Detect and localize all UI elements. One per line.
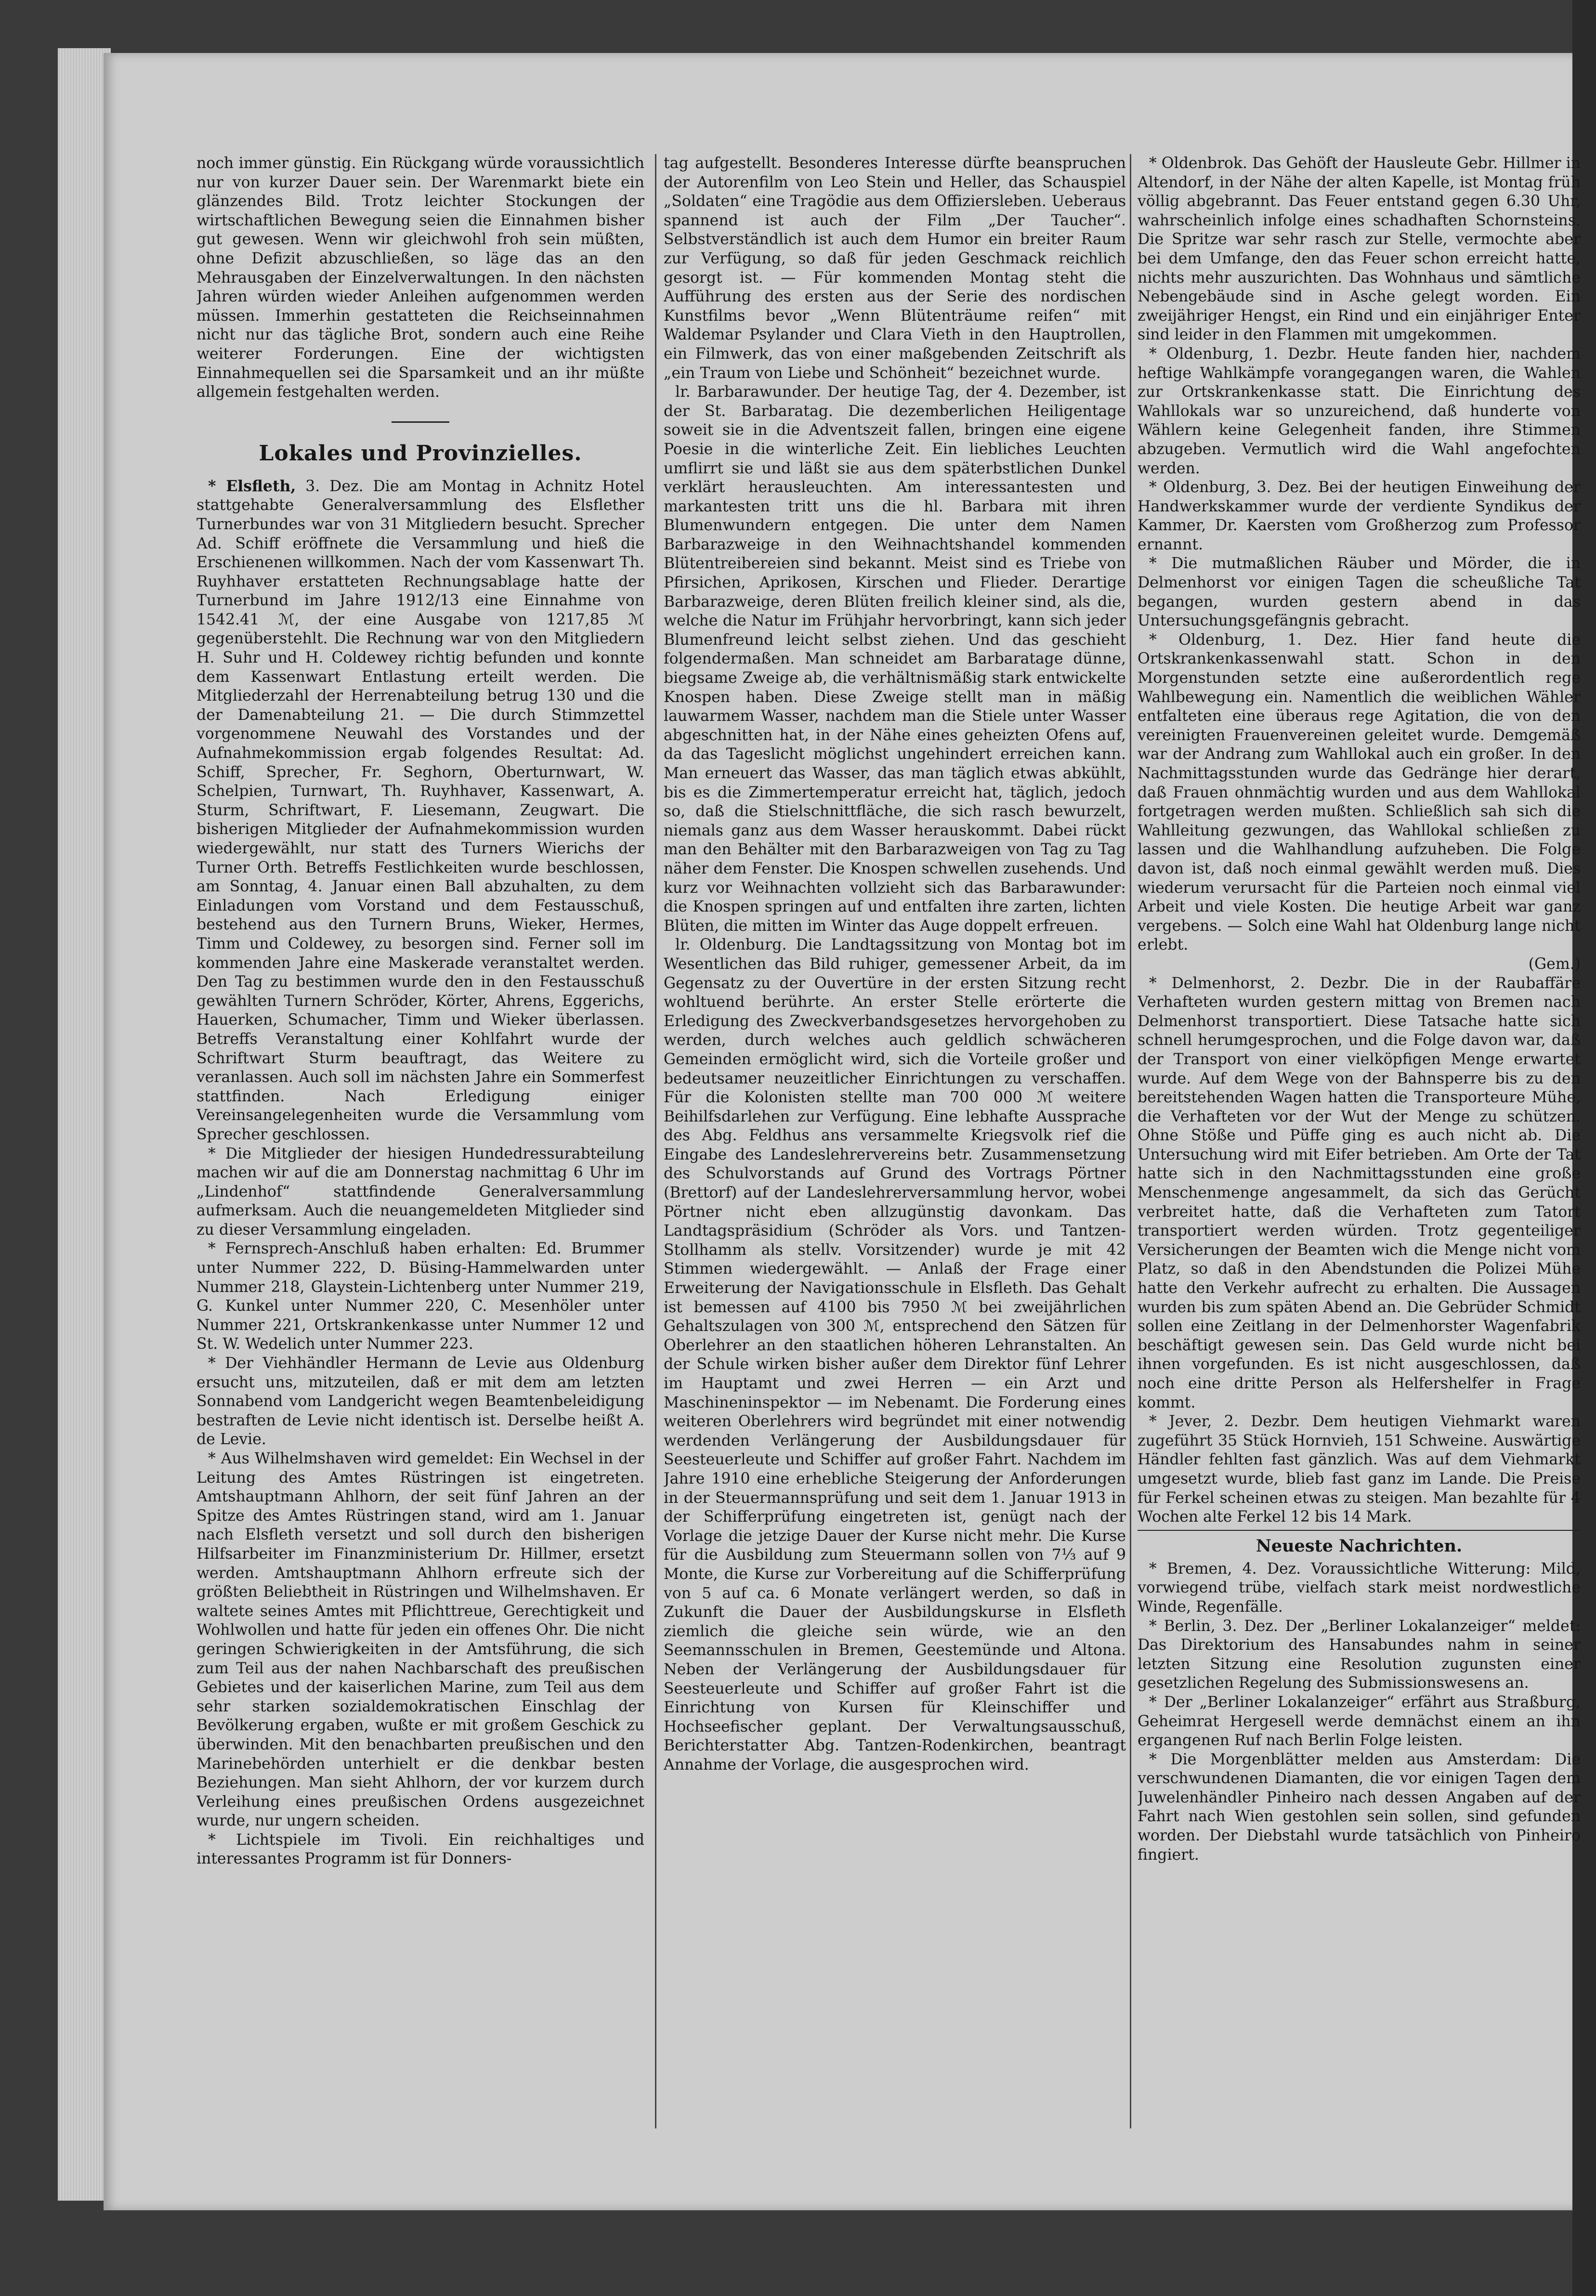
- article-oldenburg-wahl: * Oldenburg, 1. Dezbr. Heute fanden hier, nachdem heftige Wahlkämpfe vorangegangen waren, die Wahlen zur Ortskrankenkasse statt. Die Einrichtung des Wahllokals war so unzureichend, daß hunderte von Wählern keine Gelegenheit fanden, ihre Stimmen abzugeben. Vermutlich wird die Wahl angefochten werden.: [1138, 345, 1581, 477]
- article-lokalanzeiger: * Der „Berliner Lokalanzeiger“ erfährt aus Straßburg, Geheimrat Hergesell werde demnächst einem an ihn ergangenen Ruf nach Berlin Folge leisten.: [1138, 1693, 1581, 1749]
- divider: [392, 421, 449, 423]
- article-oldenburg-krankenkasse: * Oldenburg, 1. Dez. Hier fand heute die Ortskrankenkassenwahl statt. Schon in den Morgenstunden setzte eine außerordentlich rege Wahlbewegung ein. Namentlich die weiblichen Wähler entfalteten eine überaus rege Agitation, die von den vereinigten Frauenvereinen geleitet wurde. Demgemäß war der Andrang zum Wahllokal auch ein großer. In den Nachmittagsstunden wurde das Gedränge hier derart, daß Frauen ohnmächtig wurden und aus dem Wahllokal fortgetragen werden mußten. Schließlich sah sich die Wahlleitung gezwungen, das Wahllokal schließen zu lassen und die Wahlhandlung aufzuheben. Die Folge davon ist, daß noch einmal gewählt werden muß. Dies wiederum verursacht für die Parteien noch einmal viel Arbeit und viele Kosten. Die heutige Arbeit war ganz vergebens. — Solch eine Wahl hat Oldenburg lange nicht erlebt.: [1138, 631, 1581, 954]
- article-lichtspiele: * Lichtspiele im Tivoli. Ein reichhaltiges und interessantes Programm ist für Donners-: [196, 1831, 644, 1868]
- article-raeuber: * Die mutmaßlichen Räuber und Mörder, die in Delmenhorst vor einigen Tagen die scheußliche Tat begangen, wurden gestern abend in das Untersuchungsgefängnis gebracht.: [1138, 555, 1581, 630]
- section-title: Lokales und Provinzielles.: [259, 441, 582, 466]
- dateline-place: * Elsfleth,: [208, 477, 296, 495]
- column-rule: [1130, 154, 1131, 2128]
- article-morgenblaetter: * Die Morgenblätter melden aus Amsterdam: Die verschwundenen Diamanten, die vor einigen Tagen dem Juwelenhändler Pinheiro nach dessen Angaben auf der Fahrt nach Wien gestohlen sein sollen, sind gefunden worden. Der Diebstahl wurde tatsächlich von Pinheiro fingiert.: [1138, 1750, 1581, 1864]
- article-continuation: tag aufgestellt. Besonderes Interesse dürfte beanspruchen der Autorenfilm von Leo Stein und Heller, das Schauspiel „Soldaten“ eine Tragödie aus dem Offiziersleben. Ueberaus spannend ist auch der Film „Der Taucher“. Selbstverständlich ist auch dem Humor ein breiter Raum zur Verfügung, so daß für jeden Geschmack reichlich gesorgt ist. — Für kommenden Montag steht die Aufführung des ersten aus der Serie des nordischen Kunstfilms bevor „Wenn Blütenträume reifen“ mit Waldemar Psylander und Clara Vieth in den Hauptrollen, ein Filmwerk, das von einer maßgebenden Zeitschrift als „ein Traum von Liebe und Schönheit“ bezeichnet wurde.: [664, 155, 1126, 382]
- article-elsfleth: [196, 477, 644, 1145]
- column-2: [664, 154, 1126, 2133]
- article-oldenbrok: * Oldenbrok. Das Gehöft der Hausleute Gebr. Hillmer in Altendorf, in der Nähe der alten Kapelle, ist Montag früh völlig abgebrannt. Das Feuer entstand gegen 6.30 Uhr, wahrscheinlich infolge eines schadhaften Schornsteins. Die Spritze war sehr rasch zur Stelle, vermochte aber bei dem Umfange, den das Feuer schon erreicht hatte, nichts mehr auszurichten. Das Wohnhaus und sämtliche Nebengebäude sind in Asche gelegt worden. Ein zweijähriger Hengst, ein Rind und ein einjähriger Enter sind leider in den Flammen mit umgekommen.: [1138, 155, 1581, 344]
- column-1: [196, 154, 644, 2133]
- column-3: [1138, 154, 1581, 2133]
- book-page-edges: [58, 48, 111, 2201]
- news-section-title: Neueste Nachrichten.: [1256, 1536, 1463, 1556]
- article-oldenburg-handwerkskammer: * Oldenburg, 3. Dez. Bei der heutigen Einweihung der Handwerkskammer wurde der verdiente Syndikus der Kammer, Dr. Kaersten vom Großherzog zum Professor ernannt.: [1138, 479, 1581, 553]
- article-continuation: noch immer günstig. Ein Rückgang würde voraussichtlich nur von kurzer Dauer sein. Der Warenmarkt biete ein glänzendes Bild. Trotz leichter Stockungen der wirtschaftlichen Bewegung seien die Einnahmen bisher gut gewesen. Wenn wir gleichwohl froh sein müßten, ohne Defizit abzuschließen, so läge das an den Mehrausgaben der Einzelverwaltungen. In den nächsten Jahren würden wieder Anleihen aufgenommen werden müssen. Immerhin gestatteten die Reichseinnahmen nicht nur das tägliche Brot, sondern auch eine Reihe weiterer Forderungen. Eine der wichtigsten Einnahmequellen sei die Sparsamkeit und an ihr müßte allgemein festgehalten werden.: [196, 155, 644, 401]
- article-barbarawunder: lr. Barbarawunder. Der heutige Tag, der 4. Dezember, ist der St. Barbaratag. Die dezemberlichen Heiligentage soweit sie in die Adventszeit fallen, bringen eine eigene Poesie in die winterliche Zeit. Ein liebliches Leuchten umflirrt sie und läßt sie aus dem späterbstlichen Dunkel verklärt herausleuchten. Am interessantesten und markantesten tritt uns die hl. Barbara mit ihren Blumenwundern entgegen. Die unter dem Namen Barbarazweige in den Weihnachtshandel kommenden Blütentreibereien sind bekannt. Meist sind es Triebe von Pfirsichen, Aprikosen, Kirschen und Flieder. Derartige Barbarazweige, deren Blüten freilich kleiner sind, als die, welche die Natur im Frühjahr hervorbringt, kann sich jeder Blumenfreund leicht selbst ziehen. Und das geschieht folgendermaßen. Man schneidet am Barbaratage dünne, biegsame Zweige ab, die verhältnismäßig stark entwickelte Knospen haben. Diese Zweige stellt man in mäßig lauwarmem Wasser, nachdem man die Stiele unter Wasser abgeschnitten hat, in der Nähe eines geheizten Ofens auf, da das Tageslicht möglichst ungehindert erreichen kann. Man erneuert das Wasser, das man täglich etwas abkühlt, bis es die Zimmertemperatur erreicht hat, täglich, jedoch so, daß die Stielschnittfläche, die sich rasch bewurzelt, niemals ganz aus dem Wasser herauskommt. Dabei rückt man den Behälter mit den Barbarazweigen von Tag zu Tag näher dem Fenster. Die Knospen schwellen zusehends. Und kurz vor Weihnachten vollzieht sich das Barbarawunder: die Knospen springen auf und entfalten ihre zarten, lichten Blüten, die mitten im Winter das Auge doppelt erfreuen.: [664, 383, 1126, 935]
- article-viehhaendler: * Der Viehhändler Hermann de Levie aus Oldenburg ersucht uns, mitzuteilen, daß er mit dem am letzten Sonnabend vom Landgericht wegen Beamtenbeleidigung bestraften de Levie nicht identisch ist. Derselbe heißt A. de Levie.: [196, 1355, 644, 1448]
- article-berlin: * Berlin, 3. Dez. Der „Berliner Lokalanzeiger“ meldet: Das Direktorium des Hansabundes nahm in seiner letzten Sitzung eine Resolution zugunsten einer gesetzlichen Regelung des Submissionswesens an.: [1138, 1617, 1581, 1692]
- article-delmenhorst: * Delmenhorst, 2. Dezbr. Die in der Raubaffäre Verhafteten wurden gestern mittag von Bremen nach Delmenhorst transportiert. Diese Tatsache hatte sich schnell herumgesprochen, und die Folge davon war, daß der Transport von einer vielköpfigen Menge erwartet wurde. Auf dem Wege von der Bahnsperre bis zu den bereitstehenden Wagen hatten die Transporteure Mühe, die Verhafteten vor der Wut der Menge zu schützen. Ohne Stöße und Püffe ging es auch nicht ab. Die Untersuchung wird mit Eifer betrieben. Am Orte der Tat hatte sich in den Nachmittagsstunden eine große Menschenmenge angesammelt, da sich das Gerücht verbreitet hatte, daß die Verhafteten zum Tatort transportiert werden würden. Trotz gegenteiliger Versicherungen der Beamten wich die Menge nicht vom Platz, so daß in den Abendstunden die Polizei Mühe hatte den Verkehr aufrecht zu erhalten. Die Aussagen wurden bis zum späten Abend an. Die Gebrüder Schmidt sollen eine Zeitlang in der Delmenhorster Wagenfabrik beschäftigt gewesen sein. Das Geld wurde nicht bei ihnen vorgefunden. Es ist nicht ausgeschlossen, daß noch eine dritte Person als Helfershelfer in Frage kommt.: [1138, 974, 1581, 1411]
- column-rule: [655, 154, 656, 2128]
- source-attribution: (Gem.): [1528, 955, 1581, 973]
- article-oldenburg-landtag: lr. Oldenburg. Die Landtagssitzung von Montag bot im Wesentlichen das Bild ruhiger, gemessener Arbeit, da im Gegensatz zu der Ouvertüre in der ersten Sitzung recht wohltuend berührte. An erster Stelle erörterte die Erledigung des Zweckverbandsgesetzes hervorgehoben zu werden, durch welches auch geldlich schwächeren Gemeinden ermöglicht wird, sich die Vorteile großer und bedeutsamer neuzeitlicher Einrichtungen zu verschaffen. Für die Kolonisten stellte man 700 000 ℳ weitere Beihilfsdarlehen zur Verfügung. Eine lebhafte Aussprache des Abg. Feldhus ans versammelte Kriegsvolk rief die Eingabe des Landeslehrervereins betr. Zusammensetzung des Schulvorstands auf Grund des Vortrags Pörtner (Brettorf) auf der Landeslehrerversammlung hervor, wobei Pörtner nicht eben allzugünstig davonkam. Das Landtagspräsidium (Schröder als Vors. und Tantzen-Stollhamm als stellv. Vorsitzender) wurde je mit 42 Stimmen wiedergewählt. — Anlaß der Frage einer Erweiterung der Navigationsschule in Elsfleth. Das Gehalt ist bemessen auf 4100 bis 7950 ℳ bei zweijährlichen Gehaltszulagen von 300 ℳ, entsprechend den Sätzen für Oberlehrer an den staatlichen höheren Lehranstalten. An der Schule wirken bisher außer dem Direktor fünf Lehrer im Hauptamt und zwei Herren — ein Arzt und Maschineninspektor — im Nebenamt. Die Forderung eines weiteren Oberlehrers wird begründet mit einer notwendig werdenden Verlängerung der Ausbildungsdauer für Seesteuerleute und Schiffer auf großer Fahrt. Nachdem im Jahre 1910 eine erhebliche Steigerung der Anforderungen in der Steuermannsprüfung und seit dem 1. Januar 1913 in der Schifferprüfung eingetreten ist, genügt nach der Vorlage die jetzige Dauer der Kurse nicht mehr. Die Kurse für die Ausbildung zum Steuermann sollen von 7⅓ auf 9 Monte, die Kurse zur Vorbereitung auf die Schifferprüfung von 5 auf ca. 6 Monate verlängert werden, so daß in Zukunft die Dauer der Ausbildungskurse in Elsfleth ziemlich die gleiche sein würde, wie an den Seemannsschulen in Bremen, Geestemünde und Altona. Neben der Verlängerung der Ausbildungsdauer für Seesteuerleute und Schiffer auf großer Fahrt ist die Einrichtung von Kursen für Kleinschiffer und Hochseefischer geplant. Der Verwaltungsausschuß, Berichterstatter Abg. Tantzen-Rodenkirchen, beantragt Annahme der Vorlage, die ausgesprochen wird.: [664, 936, 1126, 1774]
- article-body: 3. Dez. Die am Montag in Achnitz Hotel stattgehabte Generalversammlung des Elsflether Turnerbundes war von 31 Mitgliedern besucht. Sprecher Ad. Schiff eröffnete die Versammlung und hieß die Erschienenen willkommen. Nach der vom Kassenwart Th. Ruyhhaver erstatteten Rechnungsablage hatte der Turnerbund im Jahre 1912/13 eine Einnahme von 1542.41 ℳ, der eine Ausgabe von 1217,85 ℳ gegenüberstehlt. Die Rechnung war von den Mitgliedern H. Suhr und H. Coldewey richtig befunden und konnte dem Kassenwart Entlastung erteilt werden. Die Mitgliederzahl der Herrenabteilung betrug 130 und die der Damenabteilung 21. — Die durch Stimmzettel vorgenommene Neuwahl des Vorstandes und der Aufnahmekommission ergab folgendes Resultat: Ad. Schiff, Sprecher, Fr. Seghorn, Oberturnwart, W. Schelpien, Turnwart, Th. Ruyhhaver, Kassenwart, A. Sturm, Schriftwart, F. Liesemann, Zeugwart. Die bisherigen Mitglieder der Aufnahmekommission wurden wiedergewählt, nur statt des Turners Wierichs der Turner Orth. Betreffs Festlichkeiten wurde beschlossen, am Sonntag, 4. Januar einen Ball abzuhalten, zu dem Einladungen vom Vorstand und dem Festausschuß, bestehend aus den Turnern Bruns, Wieker, Hermes, Timm und Coldewey, zu besorgen sind. Ferner soll im kommenden Jahre eine Maskerade veranstaltet werden. Den Tag zu bestimmen wurde den in den Festausschuß gewählten Turnern Schröder, Körter, Ahrens, Eggerichs, Hauerken, Schumacher, Timm und Wieker überlassen. Betreffs Veranstaltung einer Kohlfahrt wurde der Schriftwart Sturm beauftragt, das Weitere zu veranlassen. Auch soll im nächsten Jahre ein Sommerfest stattfinden. Nach Erledigung einiger Vereinsangelegenheiten wurde die Versammlung vom Sprecher geschlossen.: [196, 477, 644, 1143]
- article-hundedressur: * Die Mitglieder der hiesigen Hundedressurabteilung machen wir auf die am Donnerstag nachmittag 6 Uhr im „Lindenhof“ stattfindende Generalversammlung aufmerksam. Auch die neuangemeldeten Mitglieder sind zu dieser Versammlung eingeladen.: [196, 1145, 644, 1239]
- article-jever: * Jever, 2. Dezbr. Dem heutigen Viehmarkt waren zugeführt 35 Stück Hornvieh, 151 Schweine. Auswärtige Händler fehlten fast gänzlich. Was auf dem Viehmarkt umgesetzt wurde, blieb fast ganz im Lande. Die Preise für Ferkel scheinen etwas zu steigen. Man bezahlte für 4 Wochen alte Ferkel 12 bis 14 Mark.: [1138, 1413, 1581, 1526]
- article-fernsprech: * Fernsprech-Anschluß haben erhalten: Ed. Brummer unter Nummer 222, D. Büsing-Hammelwarden unter Nummer 218, Glaystein-Lichtenberg unter Nummer 219, G. Kunkel unter Nummer 220, C. Mesenhöler unter Nummer 221, Ortskrankenkasse unter Nummer 12 und St. W. Wedelich unter Nummer 223.: [196, 1240, 644, 1353]
- article-wilhelmshaven: * Aus Wilhelmshaven wird gemeldet: Ein Wechsel in der Leitung des Amtes Rüstringen ist eingetreten. Amtshauptmann Ahlhorn, der seit fünf Jahren an der Spitze des Amtes Rüstringen stand, wird am 1. Januar nach Elsfleth versetzt und soll durch den bisherigen Hilfsarbeiter im Finanzministerium Dr. Hillmer, ersetzt werden. Amtshauptmann Ahlhorn erfreute sich der größten Beliebtheit in Rüstringen und Wilhelmshaven. Er waltete seines Amtes mit Pflichttreue, Gerechtigkeit und Wohlwollen und hatte für jeden ein offenes Ohr. Die nicht geringen Schwierigkeiten in der Amtsführung, die sich zum Teil aus der nahen Nachbarschaft des preußischen Gebietes und der kaiserlichen Marine, zum Teil aus dem sehr starken sozialdemokratischen Einschlag der Bevölkerung ergaben, wußte er mit großem Geschick zu überwinden. Mit den benachbarten preußischen und den Marinebehörden unterhielt er die denkbar besten Beziehungen. Man sieht Ahlhorn, der vor kurzem durch Verleihung eines preußischen Ordens ausgezeichnet wurde, nur ungern scheiden.: [196, 1450, 644, 1830]
- divider: [1138, 1530, 1581, 1531]
- article-bremen: * Bremen, 4. Dez. Voraussichtliche Witterung: Mild, vorwiegend trübe, vielfach stark meist nordwestliche Winde, Regenfälle.: [1138, 1560, 1581, 1616]
